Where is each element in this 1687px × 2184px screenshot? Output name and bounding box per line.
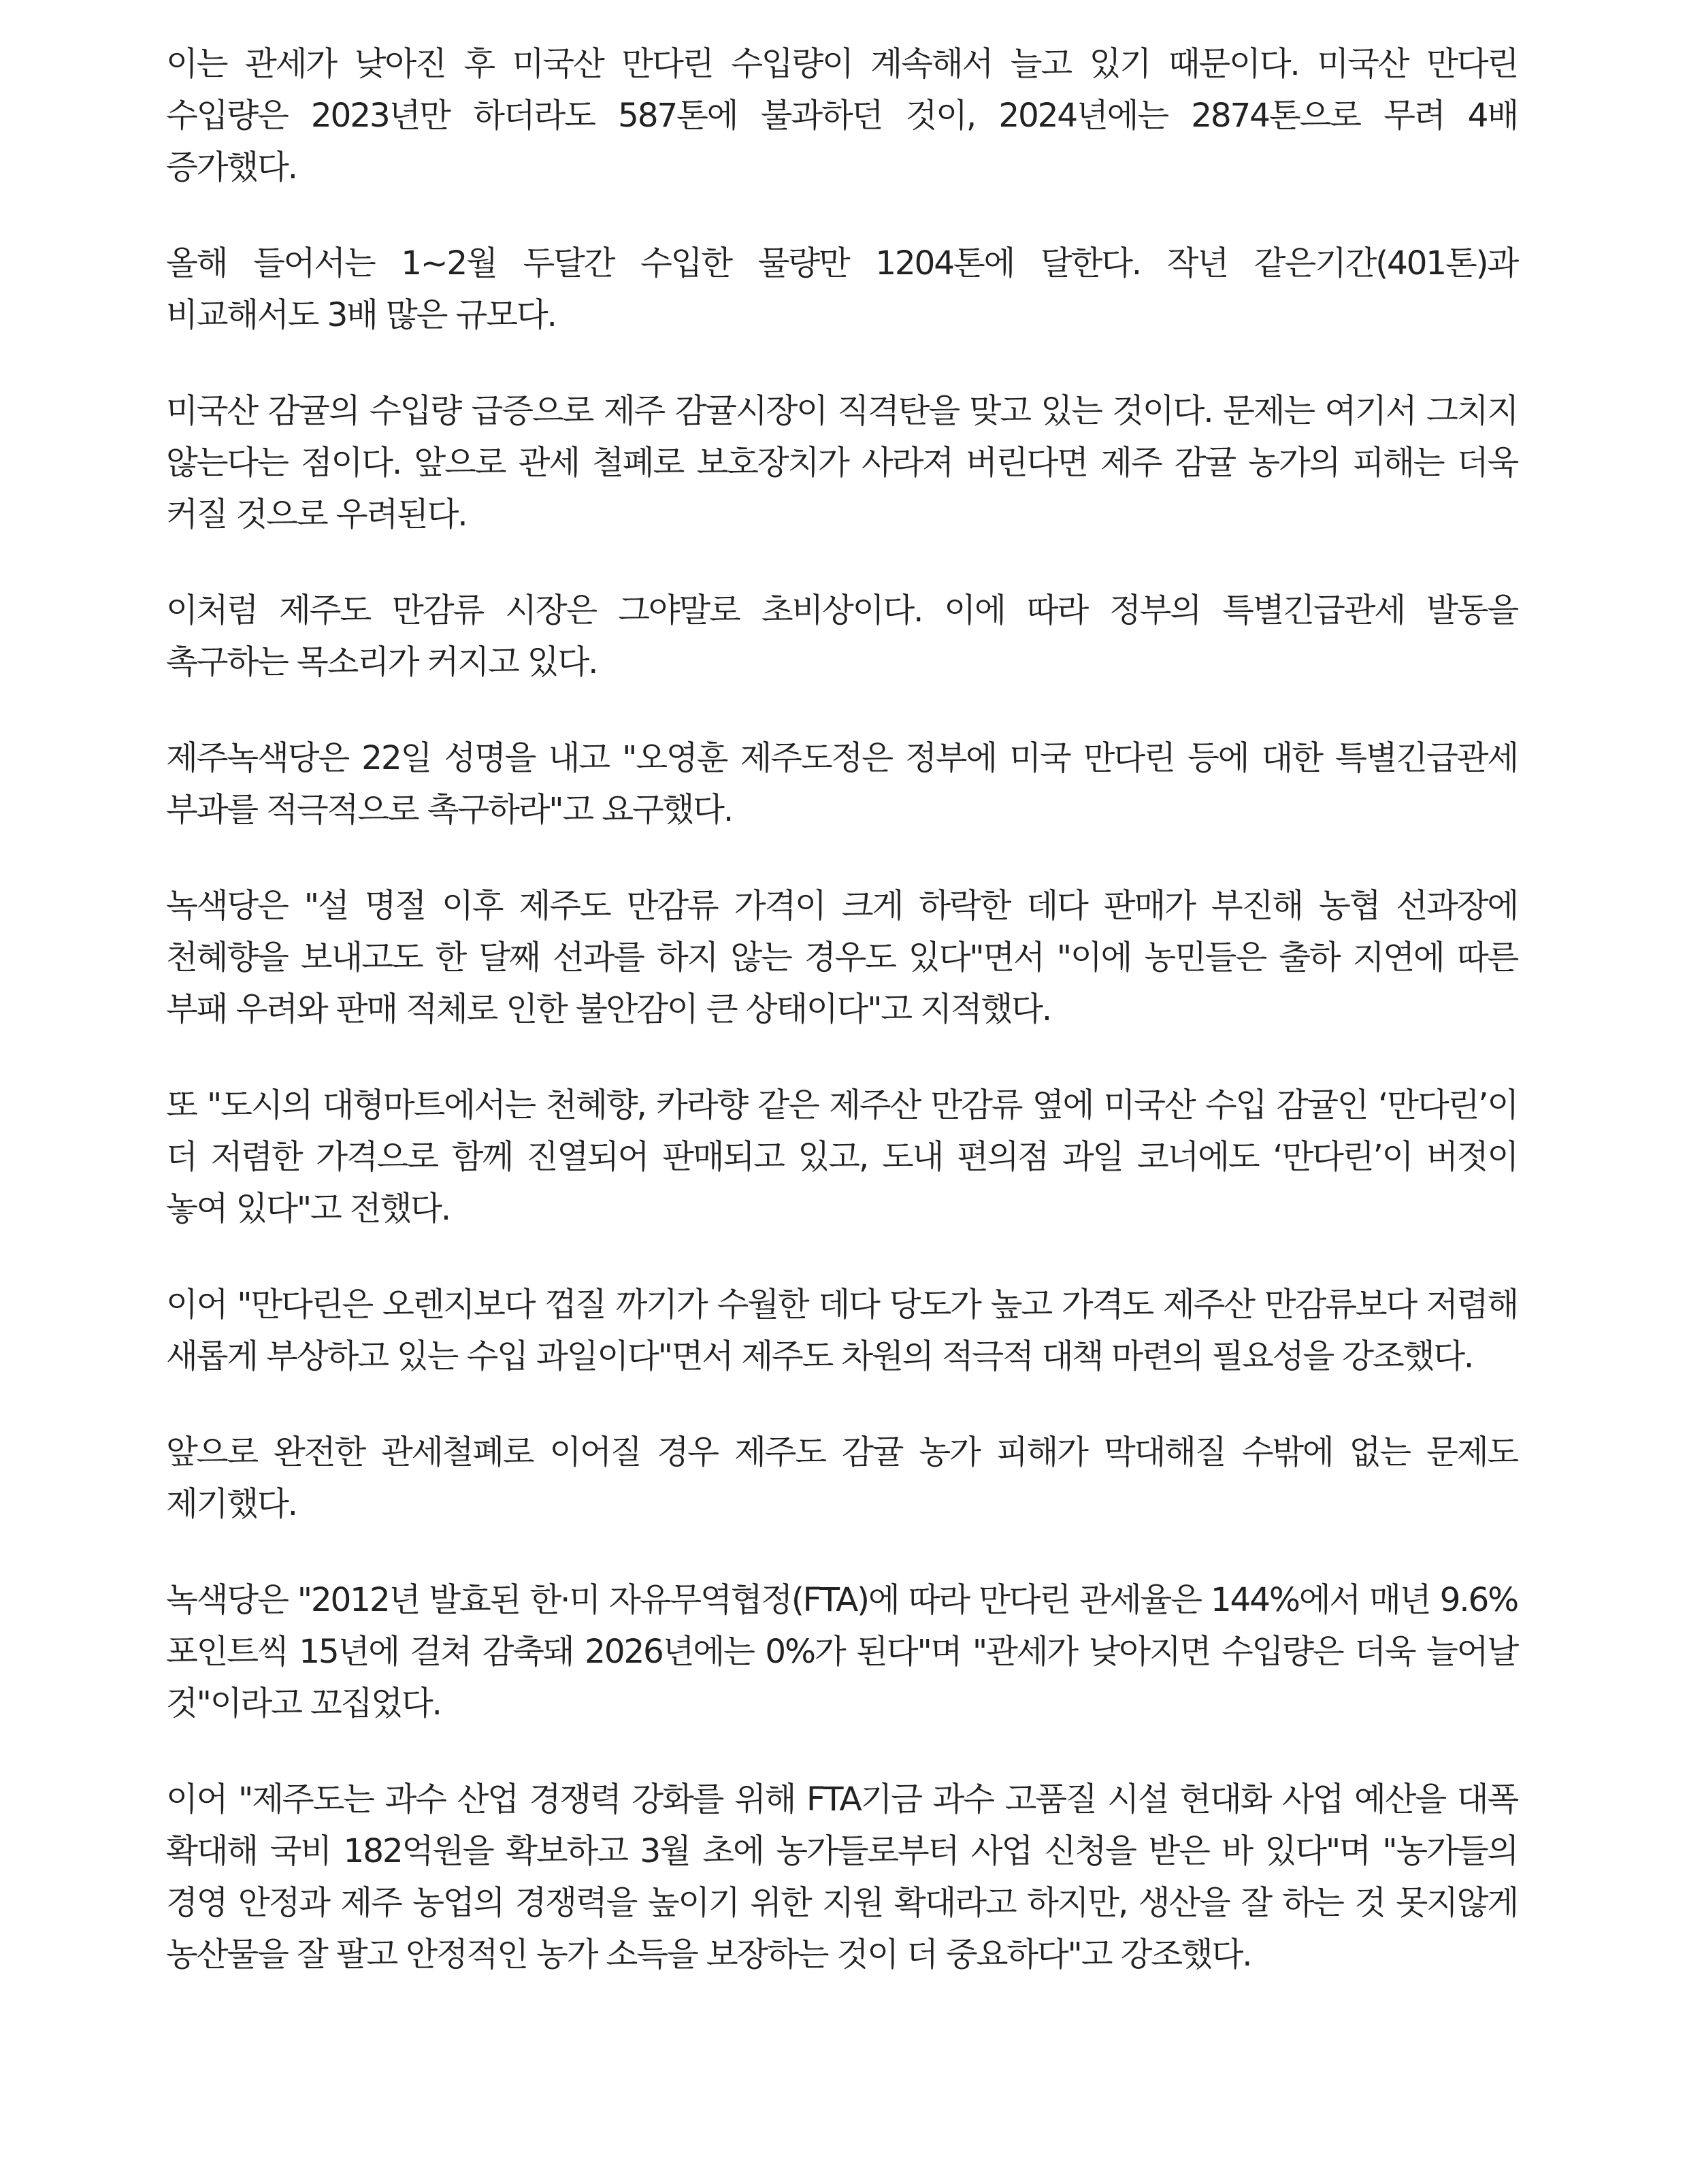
- article-paragraph: 미국산 감귤의 수입량 급증으로 제주 감귤시장이 직격탄을 맞고 있는 것이다. 문제는 여기서 그치지 않는다는 점이다. 앞으로 관세 철폐로 보호장치가 사라져 버린다면 제주 감귤 농가의 피해는 더욱 커질 것으로 우려된다.: [166, 392, 1518, 534]
- article-paragraph: 제주녹색당은 22일 성명을 내고 "오영훈 제주도정은 정부에 미국 만다린 등에 대한 특별긴급관세 부과를 적극적으로 촉구하라"고 요구했다.: [166, 739, 1518, 829]
- article-paragraph: 올해 들어서는 1~2월 두달간 수입한 물량만 1204톤에 달한다. 작년 같은기간(401톤)과 비교해서도 3배 많은 규모다.: [166, 244, 1518, 334]
- article-paragraph: 이처럼 제주도 만감류 시장은 그야말로 초비상이다. 이에 따라 정부의 특별긴급관세 발동을 촉구하는 목소리가 커지고 있다.: [166, 591, 1518, 681]
- article-paragraph: 이어 "제주도는 과수 산업 경쟁력 강화를 위해 FTA기금 과수 고품질 시설 현대화 사업 예산을 대폭 확대해 국비 182억원을 확보하고 3월 초에 농가들로부터 사업 신청을 받은 바 있다"며 "농가들의 경영 안정과 제주 농업의 경쟁력을 높이기 위한 지원 확대라고 하지만, 생산을 잘 하는 것 못지않게 농산물을 잘 팔고 안정적인 농가 소득을 보장하는 것이 더 중요하다"고 강조했다.: [166, 1780, 1518, 1974]
- article-paragraph: 녹색당은 "설 명절 이후 제주도 만감류 가격이 크게 하락한 데다 판매가 부진해 농협 선과장에 천혜향을 보내고도 한 달째 선과를 하지 않는 경우도 있다"면서 "이에 농민들은 출하 지연에 따른 부패 우려와 판매 적체로 인한 불안감이 큰 상태이다"고 지적했다.: [166, 887, 1518, 1028]
- article-paragraph: 이는 관세가 낮아진 후 미국산 만다린 수입량이 계속해서 늘고 있기 때문이다. 미국산 만다린 수입량은 2023년만 하더라도 587톤에 불과하던 것이, 2024년에는 2874톤으로 무려 4배 증가했다.: [166, 45, 1518, 186]
- article-paragraph: 또 "도시의 대형마트에서는 천혜향, 카라향 같은 제주산 만감류 옆에 미국산 수입 감귤인 ‘만다린’이 더 저렴한 가격으로 함께 진열되어 판매되고 있고, 도내 편의점 과일 코너에도 ‘만다린’이 버젓이 놓여 있다"고 전했다.: [166, 1086, 1518, 1228]
- article-paragraph: 녹색당은 "2012년 발효된 한·미 자유무역협정(FTA)에 따라 만다린 관세율은 144%에서 매년 9.6%포인트씩 15년에 걸쳐 감축돼 2026년에는 0%가 된다"며 "관세가 낮아지면 수입량은 더욱 늘어날 것"이라고 꼬집었다.: [166, 1581, 1518, 1723]
- article-paragraph: 이어 "만다린은 오렌지보다 껍질 까기가 수월한 데다 당도가 높고 가격도 제주산 만감류보다 저렴해 새롭게 부상하고 있는 수입 과일이다"면서 제주도 차원의 적극적 대책 마련의 필요성을 강조했다.: [166, 1286, 1518, 1375]
- article-body: [166, 38, 1518, 1981]
- article-paragraph: 앞으로 완전한 관세철폐로 이어질 경우 제주도 감귤 농가 피해가 막대해질 수밖에 없는 문제도 제기했다.: [166, 1433, 1518, 1523]
